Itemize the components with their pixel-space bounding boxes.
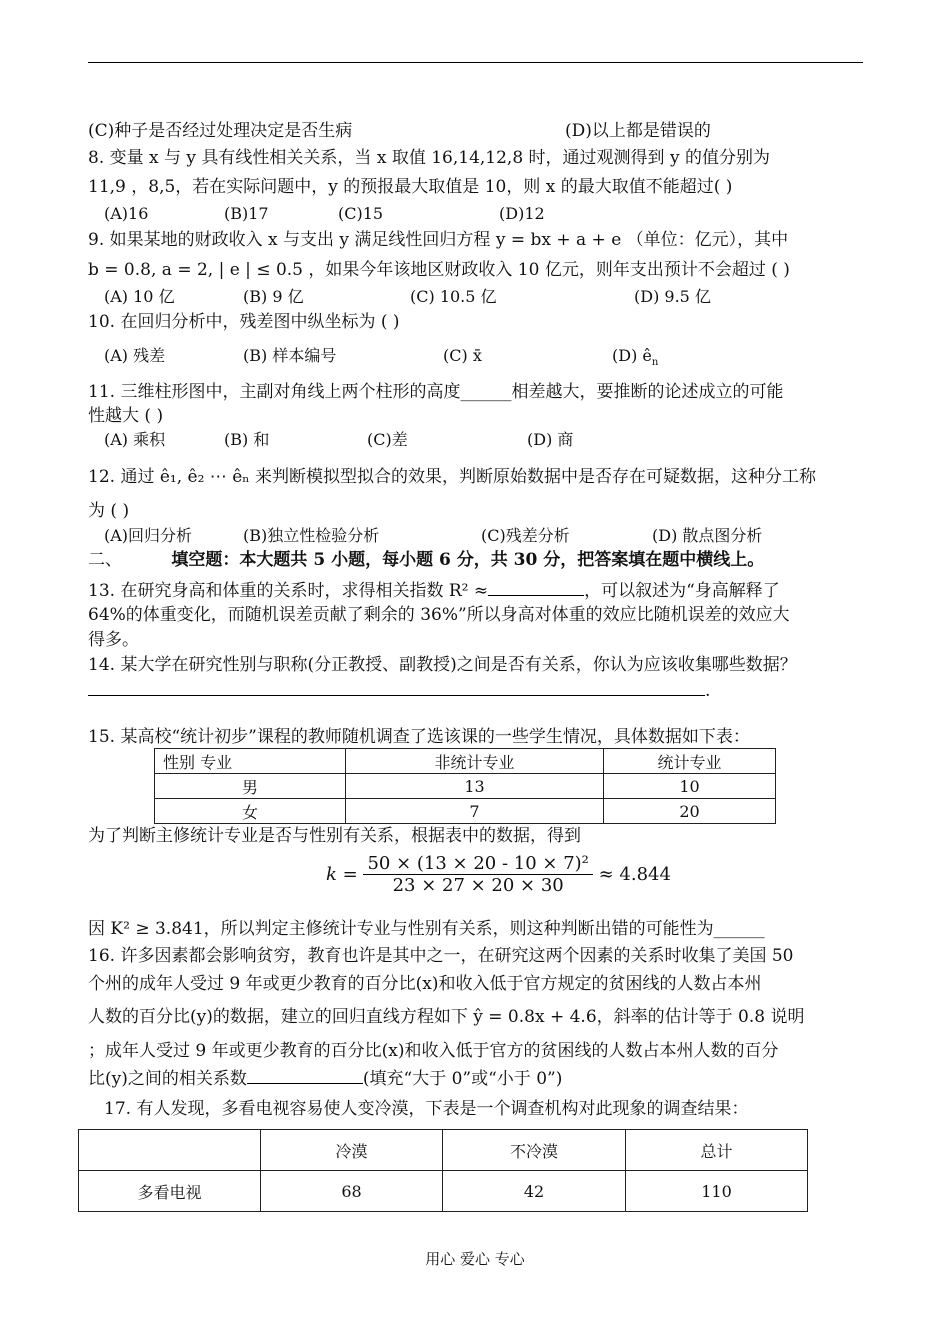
question-16-line-4: ；成年人受过 9 年或更少教育的百分比(x)和收入低于官方的贫困线的人数占本州人数的百分 xyxy=(88,1041,779,1061)
header-rule xyxy=(88,62,863,63)
q15-table xyxy=(154,748,776,824)
question-11-line-1: 11. 三维柱形图中，主副对角线上两个柱形的高度______相差越大，要推断的论述成立的可能 xyxy=(88,382,784,402)
q16-answer-blank[interactable] xyxy=(247,1065,363,1084)
q16-text-e1: 比(y)之间的相关系数 xyxy=(88,1069,247,1089)
table-cell: 42 xyxy=(443,1171,626,1212)
table-row xyxy=(79,1171,808,1212)
q10-option-d-subscript: n xyxy=(651,357,659,369)
question-11-line-2: 性越大 ( ) xyxy=(88,406,164,426)
table-cell: 20 xyxy=(604,799,776,824)
formula-fraction xyxy=(363,853,592,896)
table-header-cell: 冷漠 xyxy=(261,1130,443,1171)
formula-rhs: ≈ 4.844 xyxy=(598,864,671,885)
q12-option-d: (D) 散点图分析 xyxy=(652,526,763,545)
table-row xyxy=(155,774,776,799)
question-16-line-5 xyxy=(88,1065,562,1091)
page-footer: 用心 爱心 专心 xyxy=(425,1250,525,1268)
table-row xyxy=(79,1130,808,1171)
q17-table xyxy=(78,1129,808,1212)
question-8-line-1: 8. 变量 x 与 y 具有线性相关关系，当 x 取值 16,14,12,8 时，通过观测得到 y 的值分别为 xyxy=(88,148,770,168)
q12-option-b: (B)独立性检验分析 xyxy=(243,526,380,545)
q10-option-d-text: (D) ê xyxy=(612,346,652,365)
formula-lhs: k = xyxy=(326,864,358,885)
q8-option-b: (B)17 xyxy=(224,204,269,223)
q16-text-e2: (填充“大于 0”或“小于 0”) xyxy=(362,1069,563,1089)
q10-option-d xyxy=(612,345,658,374)
q10-option-c: (C) x̄ xyxy=(443,346,482,365)
question-15-text-b: 为了判断主修统计专业是否与性别有关系，根据表中的数据，得到 xyxy=(88,826,581,846)
q8-option-a: (A)16 xyxy=(104,204,149,223)
table-header-cell xyxy=(79,1130,261,1171)
q11-option-d: (D) 商 xyxy=(527,430,574,449)
question-10: 10. 在回归分析中，残差图中纵坐标为 ( ) xyxy=(88,312,400,332)
section-2-heading xyxy=(88,548,764,572)
table-cell: 68 xyxy=(261,1171,443,1212)
section-2-title: 填空题：本大题共 5 小题，每小题 6 分，共 30 分，把答案填在题中横线上。 xyxy=(171,550,765,570)
q9-option-d: (D) 9.5 亿 xyxy=(634,287,711,306)
q9-option-a: (A) 10 亿 xyxy=(104,287,175,306)
q10-option-b: (B) 样本编号 xyxy=(243,346,337,365)
formula-numerator: 50 × (13 × 20 - 10 × 7)² xyxy=(363,853,592,875)
question-14-line-2 xyxy=(88,677,710,703)
option-line-7d: (D)以上都是错误的 xyxy=(565,121,711,141)
question-13-line-2: 64%的体重变化，而随机误差贡献了剩余的 36%”所以身高对体重的效应比随机误差的效应大 xyxy=(88,605,790,625)
q11-option-b: (B) 和 xyxy=(224,430,270,449)
question-12-line-1: 12. 通过 ê₁, ê₂ ⋯ êₙ 来判断模拟型拟合的效果，判断原始数据中是否存在可疑数据，这种分工称 xyxy=(88,467,817,487)
table-cell: 110 xyxy=(626,1171,808,1212)
q10-option-a: (A) 残差 xyxy=(104,346,166,365)
chi-square-formula xyxy=(326,853,671,896)
q9-option-c: (C) 10.5 亿 xyxy=(410,287,497,306)
q14-answer-blank[interactable] xyxy=(88,677,705,696)
option-line-7c: (C)种子是否经过处理决定是否生病 xyxy=(88,121,353,141)
table-row xyxy=(155,799,776,824)
question-13-line-3: 得多。 xyxy=(88,630,139,650)
section-2-label: 二、 xyxy=(88,550,122,570)
question-14-line-1: 14. 某大学在研究性别与职称(分正教授、副教授)之间是否有关系，你认为应该收集哪些数据？ xyxy=(88,655,797,675)
table-header-cell: 不冷漠 xyxy=(443,1130,626,1171)
q13-text-a2: ，可以叙述为“身高解释了 xyxy=(584,581,780,601)
question-15-text-c: 因 K² ≥ 3.841，所以判定主修统计专业与性别有关系，则这种判断出错的可能性为______ xyxy=(88,919,765,939)
q11-option-a: (A) 乘积 xyxy=(104,430,166,449)
question-9-line-2: b = 0.8, a = 2, | e | ≤ 0.5 ，如果今年该地区财政收入 10 亿元，则年支出预计不会超过 ( ) xyxy=(88,260,790,280)
question-15-intro: 15. 某高校“统计初步”课程的教师随机调查了选该课的一些学生情况，具体数据如下表： xyxy=(88,727,750,747)
question-16-line-1: 16. 许多因素都会影响贫穷，教育也许是其中之一，在研究这两个因素的关系时收集了美国 50 xyxy=(88,946,794,966)
formula-denominator: 23 × 27 × 20 × 30 xyxy=(392,875,564,896)
question-17-intro: 17. 有人发现，多看电视容易使人变冷漠，下表是一个调查机构对此现象的调查结果： xyxy=(104,1099,749,1119)
q13-answer-blank[interactable] xyxy=(488,577,584,596)
q9-option-b: (B) 9 亿 xyxy=(243,287,304,306)
question-8-line-2: 11,9 ，8,5，若在实际问题中，y 的预报最大取值是 10，则 x 的最大取值不能超过( ) xyxy=(88,177,733,197)
question-13-line-1 xyxy=(88,577,780,603)
q14-period: . xyxy=(705,681,711,701)
table-cell: 7 xyxy=(346,799,604,824)
table-header-cell: 性别 专业 xyxy=(155,749,346,774)
q13-text-a: 13. 在研究身高和体重的关系时，求得相关指数 R² ≈ xyxy=(88,581,489,601)
table-cell: 10 xyxy=(604,774,776,799)
q8-option-c: (C)15 xyxy=(338,204,384,223)
q11-option-c: (C)差 xyxy=(367,430,408,449)
question-12-line-2: 为 ( ) xyxy=(88,501,130,521)
question-16-line-2: 个州的成年人受过 9 年或更少教育的百分比(x)和收入低于官方规定的贫困线的人数占本州 xyxy=(88,974,762,994)
table-header-cell: 非统计专业 xyxy=(346,749,604,774)
table-cell: 女 xyxy=(155,799,346,824)
table-cell: 多看电视 xyxy=(79,1171,261,1212)
q8-option-d: (D)12 xyxy=(499,204,545,223)
q12-option-a: (A)回归分析 xyxy=(104,526,193,545)
table-row xyxy=(155,749,776,774)
q12-option-c: (C)残差分析 xyxy=(481,526,570,545)
table-header-cell: 统计专业 xyxy=(604,749,776,774)
question-9-line-1: 9. 如果某地的财政收入 x 与支出 y 满足线性回归方程 y = bx + a + e （单位：亿元），其中 xyxy=(88,230,789,250)
table-cell: 男 xyxy=(155,774,346,799)
table-header-cell: 总计 xyxy=(626,1130,808,1171)
table-cell: 13 xyxy=(346,774,604,799)
question-16-line-3: 人数的百分比(y)的数据，建立的回归直线方程如下 ŷ = 0.8x + 4.6，斜率的估计等于 0.8 说明 xyxy=(88,1007,805,1027)
